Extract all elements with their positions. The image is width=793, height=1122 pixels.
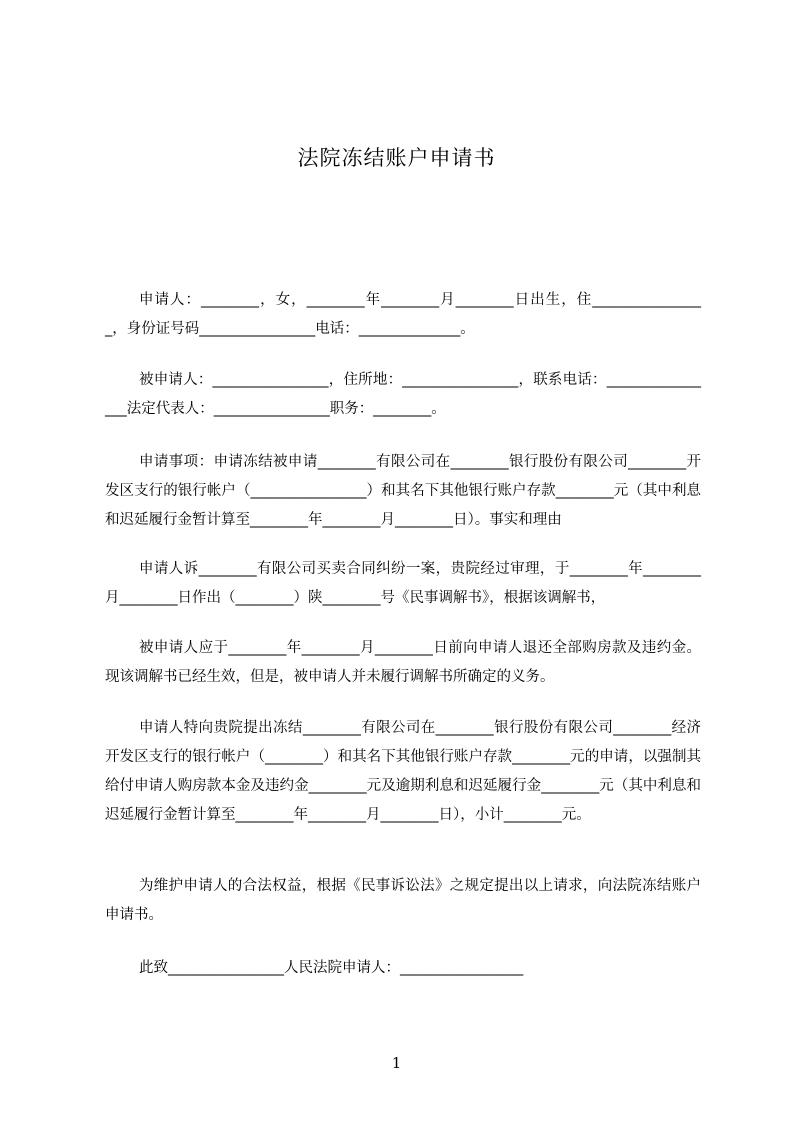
applicant-info-paragraph: 申请人：________，女，________年________月________日出生，住________________，身份证号码________________电话：______________。 [105,292,701,337]
application-matters-paragraph: 申请事项：申请冻结被申请________有限公司在________银行股份有限公司________开发区支行的银行帐户（________________）和其名下其他银行账户存款________元（其中利息和迟延履行金暂计算至________年________月________日）。事实和理由 [105,454,701,528]
legal-basis-paragraph: 为维护申请人的合法权益，根据《民事诉讼法》之规定提出以上请求，向法院冻结账户申请书。 [105,878,701,923]
page-number: 1 [391,1054,402,1072]
document-title: 法院冻结账户申请书 [297,146,496,170]
closing-paragraph: 此致________________人民法院申请人：_________________ [139,960,524,976]
respondent-info-paragraph: 被申请人：________________，住所地：________________，联系电话：________________法定代表人：________________职务：________。 [105,372,701,417]
freeze-request-paragraph: 申请人特向贵院提出冻结________有限公司在________银行股份有限公司________经济开发区支行的银行帐户（________）和其名下其他银行账户存款________元的申请，以强制其给付申请人购房款本金及违约金________元及逾期利息和迟延履行金________元（其中利息和迟延履行金暂计算至________年________月________日），小计________元。 [105,720,701,823]
obligation-paragraph: 被申请人应于________年________月________日前向申请人退还全部购房款及违约金。现该调解书已经生效，但是，被申请人并未履行调解书所确定的义务。 [105,640,701,685]
facts-paragraph: 申请人诉________有限公司买卖合同纠纷一案，贵院经过审理，于________年________月________日作出（________）陕________号《民事调解书》，根据该调解书， [105,561,701,606]
